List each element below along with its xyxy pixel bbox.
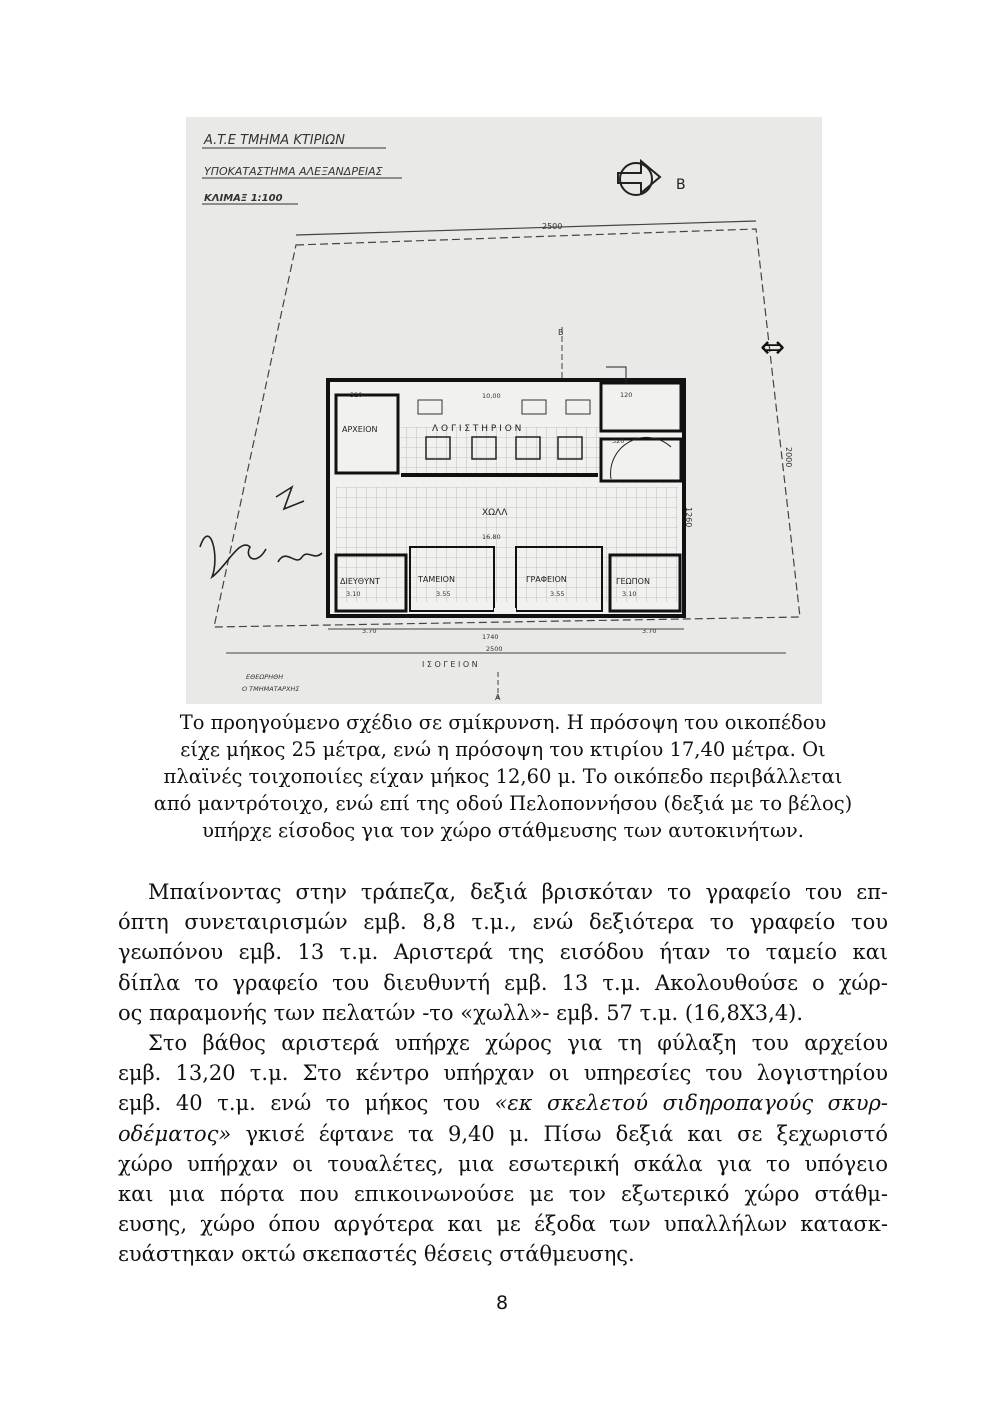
dim-120: 120 xyxy=(620,391,633,399)
dim-310-a: 3.10 xyxy=(346,590,361,598)
text-line xyxy=(118,1088,888,1118)
plan-header-line1: A.T.E ΤΜΗΜΑ ΚΤΙΡΙΩΝ xyxy=(204,133,345,148)
text-line: όπτη συνεταιρισμών εμβ. 8,8 τ.μ., ενώ δεξιότερα το γραφείο του xyxy=(118,910,888,935)
paragraph-1 xyxy=(118,877,888,1028)
street-label: Ι Σ Ο Γ Ε Ι Ο Ν xyxy=(422,660,478,669)
dim-right: 2000 xyxy=(784,447,793,468)
text-line: ευσης, χώρο όπου αργότερα και με έξοδα των υπαλλήλων κατασκ- xyxy=(118,1212,888,1237)
text-line: εμβ. 13,20 τ.μ. Στο κέντρο υπήρχαν οι υπηρεσίες του λογιστηρίου xyxy=(118,1061,888,1086)
section-top-label: B xyxy=(558,328,564,337)
dim-bottom-total: 2500 xyxy=(486,645,503,653)
svg-text:⇔: ⇔ xyxy=(760,330,786,365)
north-label: B xyxy=(676,177,686,193)
room-accounting: Λ Ο Γ Ι Σ Τ Η Ρ Ι Ο Ν xyxy=(432,424,522,434)
text-line: Μπαίνοντας στην τράπεζα, δεξιά βρισκόταν το γραφείο του επ- xyxy=(148,880,888,904)
caption-line: από μαντρότοιχο, ενώ επί της οδού Πελοποννήσου (δεξιά με το βέλος) xyxy=(153,792,853,815)
text-line: χώρο υπήρχαν οι τουαλέτες, μια εσωτερική σκάλα για το υπόγειο xyxy=(118,1151,888,1176)
dim-building: 1740 xyxy=(482,633,499,641)
caption-line: είχε μήκος 25 μέτρα, ενώ η πρόσοψη του κτιρίου 17,40 μέτρα. Οι xyxy=(180,738,826,761)
plan-header-line3: ΚΛΙΜΑΞ 1:100 xyxy=(204,193,283,204)
dim-320: 320 xyxy=(350,391,363,399)
caption-line: πλαϊνές τοιχοποιίες είχαν μήκος 12,60 μ. Το οικόπεδο περιβάλλεται xyxy=(163,765,843,788)
text-line xyxy=(118,1119,888,1149)
floor-plan-drawing xyxy=(186,117,822,704)
room-cashier: ΤΑΜΕΙΟΝ xyxy=(418,575,455,584)
room-office: ΓΡΑΦΕΙΟΝ xyxy=(526,575,567,584)
dim-1680: 16.80 xyxy=(482,533,501,541)
dim-370-a: 3.70 xyxy=(362,627,377,635)
dim-side: 1260 xyxy=(684,507,693,528)
approval-line1: ΕΘΕΩΡΗΘΗ xyxy=(246,673,284,681)
room-director: ΔΙΕΥΘΥΝΤ xyxy=(340,577,380,586)
figure-caption xyxy=(118,709,888,844)
room-agronomist: ΓΕΩΠΟΝ xyxy=(616,577,650,586)
text-line: ος παραμονής των πελατών -το «χωλλ»- εμβ. 57 τ.μ. (16,8Χ3,4). xyxy=(118,1000,804,1025)
dim-310-b: 3.10 xyxy=(622,590,637,598)
room-archive: ΑΡΧΕΙΟΝ xyxy=(342,425,378,434)
text-line: δίπλα το γραφείο του διευθυντή εμβ. 13 τ.μ. Ακολουθούσε ο χώρ- xyxy=(118,970,888,995)
text-segment: γκισέ έφτανε τα 9,40 μ. Πίσω δεξιά και σε ξεχωριστό xyxy=(231,1121,888,1146)
parking-entrance-arrow-icon xyxy=(760,330,785,365)
text-line: γεωπόνου εμβ. 13 τ.μ. Αριστερά της εισόδου ήταν το ταμείο και xyxy=(118,940,888,965)
dim-355-b: 3.55 xyxy=(550,590,565,598)
dim-355-a: 3.55 xyxy=(436,590,451,598)
section-bottom-label: A xyxy=(495,693,501,702)
plan-header-line2: ΥΠΟΚΑΤΑΣΤΗΜΑ ΑΛΕΞΑΝΔΡΕΙΑΣ xyxy=(204,165,383,178)
paragraph-2 xyxy=(118,1028,888,1270)
dim-top: 2500 xyxy=(542,222,563,231)
dim-320-stair: 320 xyxy=(612,437,625,445)
text-line: και μια πόρτα που επικοινωνούσε με τον εξωτερικό χώρο στάθμ- xyxy=(118,1182,888,1207)
body-text xyxy=(118,877,888,1270)
caption-line: Το προηγούμενο σχέδιο σε σμίκρυνση. Η πρόσοψη του οικοπέδου xyxy=(179,711,827,734)
text-line: Στο βάθος αριστερά υπήρχε χώρος για τη φύλαξη του αρχείου xyxy=(148,1031,888,1056)
page-number: 8 xyxy=(495,1292,509,1314)
quoted-italic-text: οδέματος» xyxy=(118,1121,232,1146)
room-hall: ΧΩΛΛ xyxy=(482,508,508,518)
dim-1000: 10,00 xyxy=(482,392,501,400)
text-segment: εμβ. 40 τ.μ. ενώ το μήκος του xyxy=(118,1091,495,1116)
dim-370-b: 3.70 xyxy=(642,627,657,635)
approval-line2: Ο ΤΜΗΜΑΤΑΡΧΗΣ xyxy=(242,685,300,693)
quoted-italic-text: «εκ σκελετού σιδηροπαγούς σκυρ- xyxy=(494,1091,888,1116)
text-line: ευάστηκαν οκτώ σκεπαστές θέσεις στάθμευσης. xyxy=(118,1242,635,1267)
caption-line: υπήρχε είσοδος για τον χώρο στάθμευσης των αυτοκινήτων. xyxy=(202,819,804,842)
